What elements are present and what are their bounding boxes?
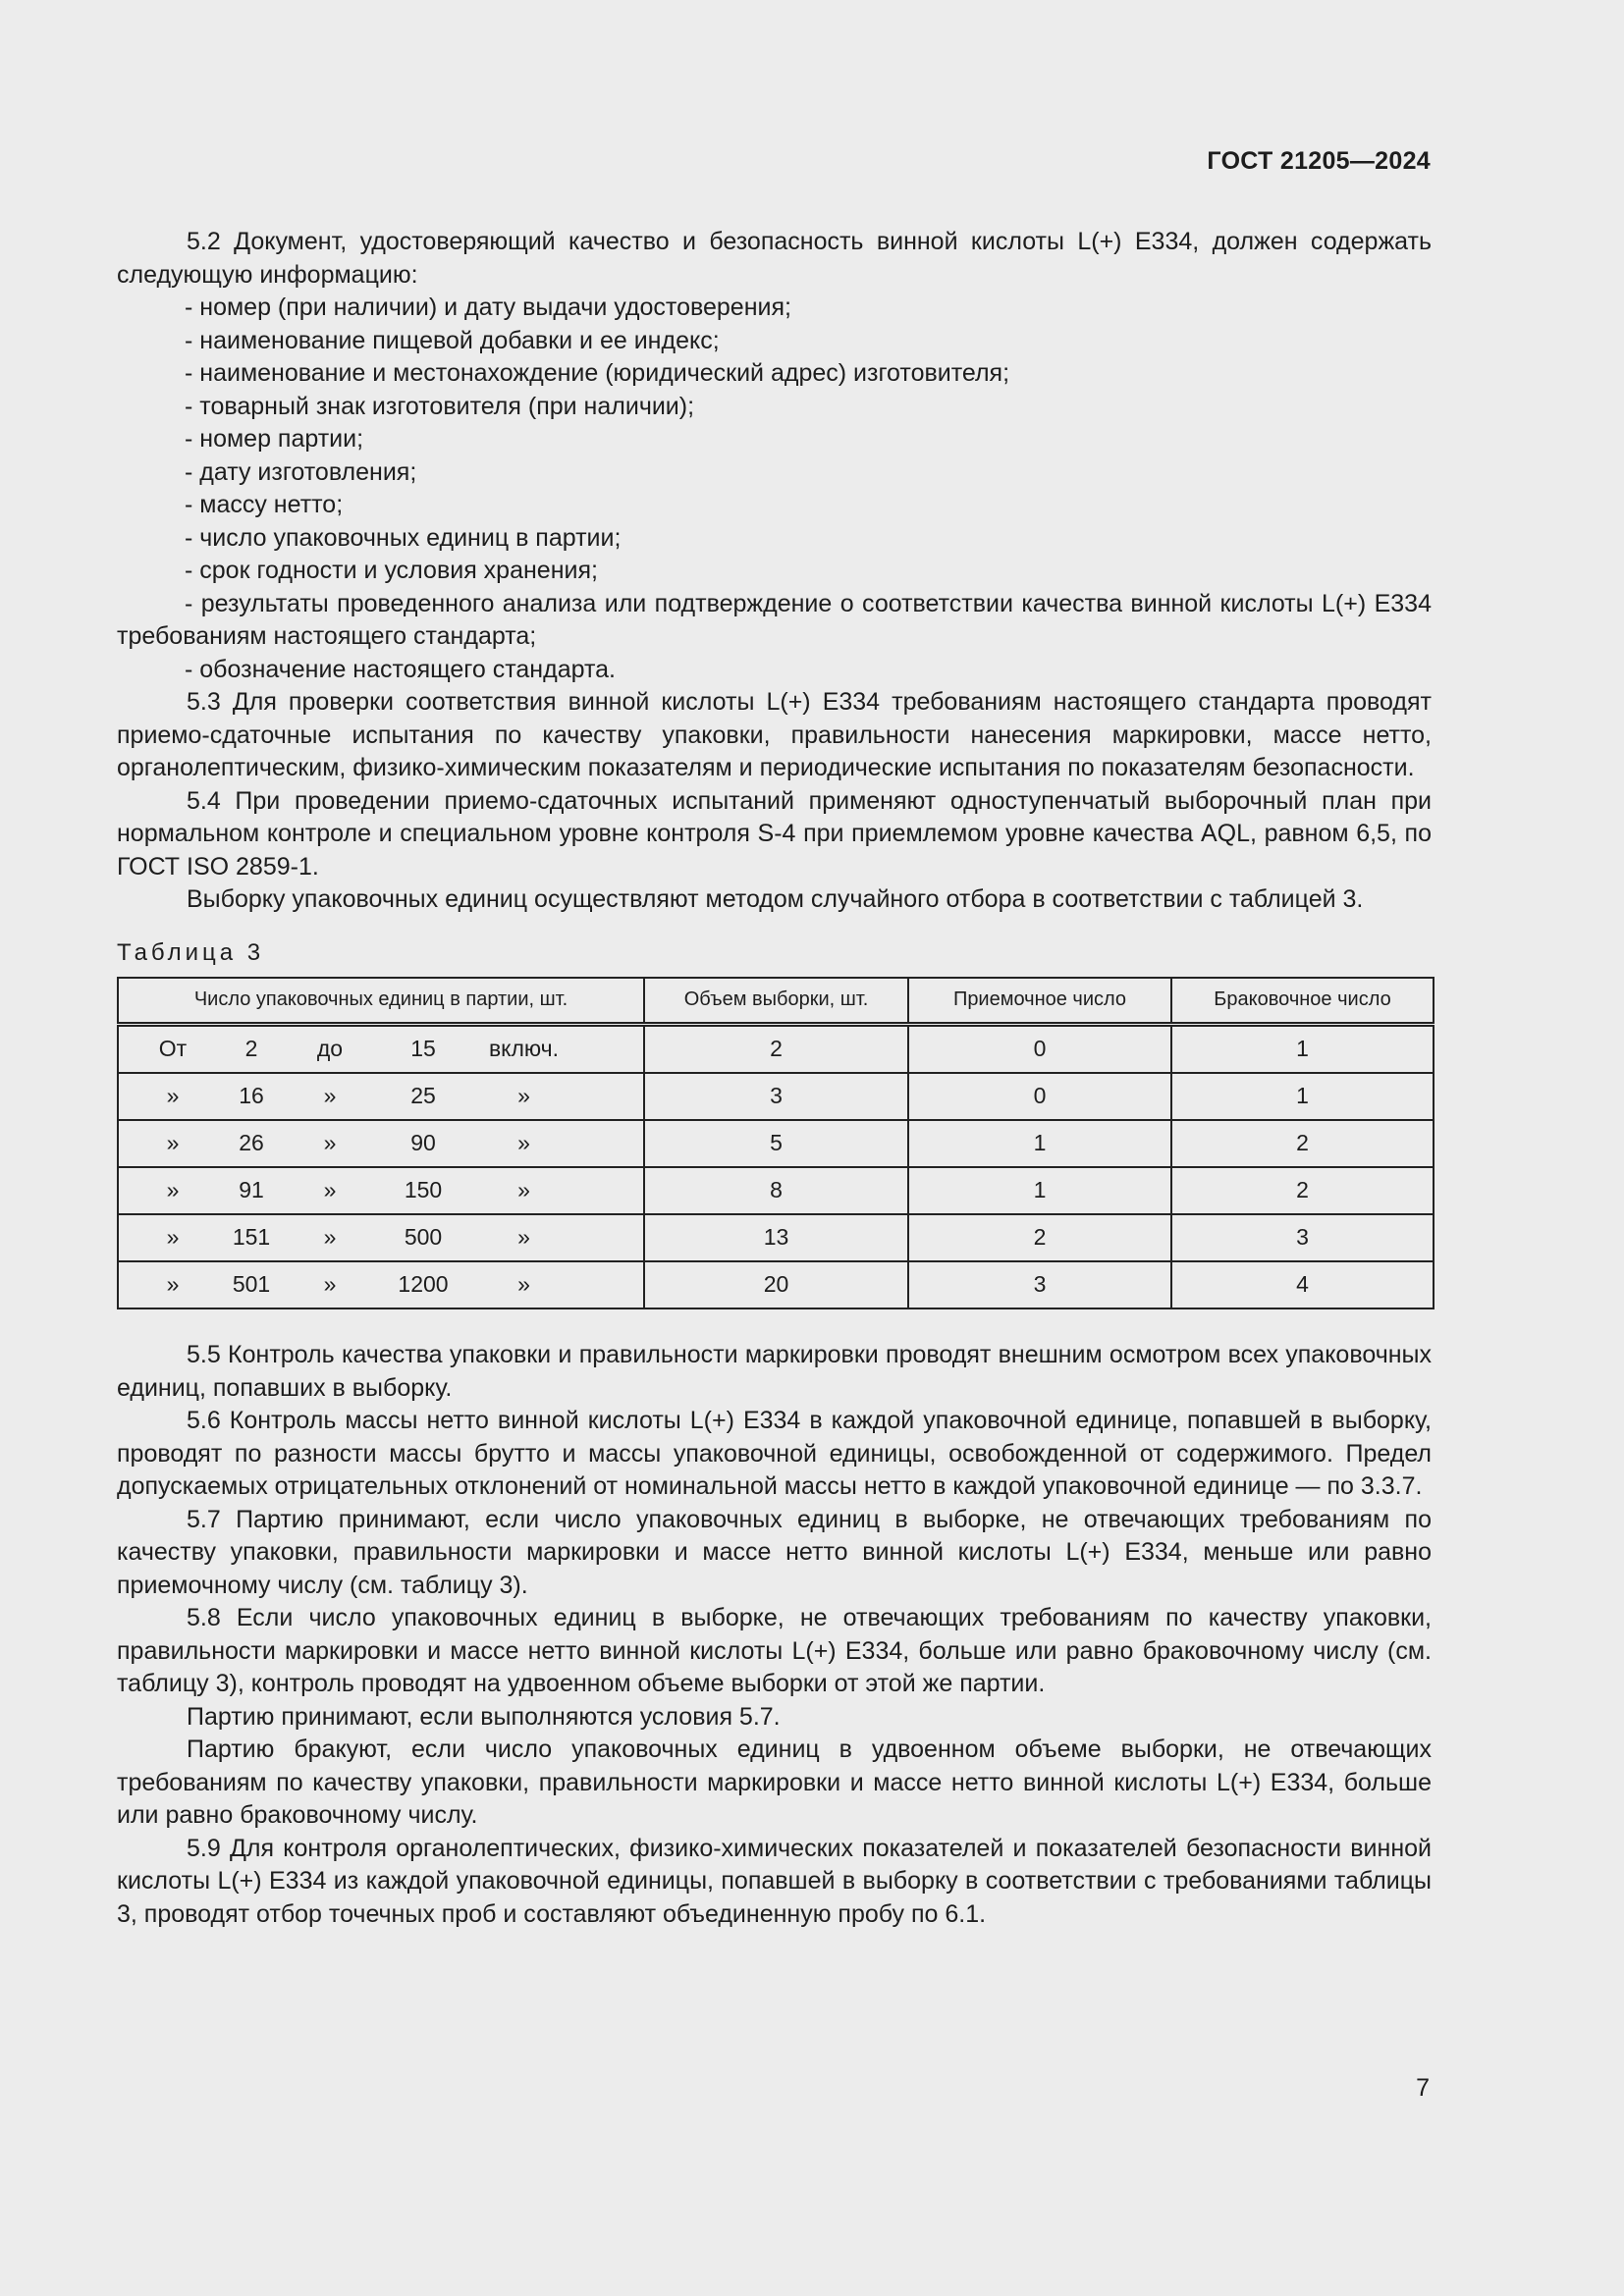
range-suffix: » [517, 1130, 530, 1156]
table-row [118, 1025, 1434, 1074]
range-separator: » [323, 1083, 337, 1109]
acceptance-number-cell: 1 [908, 1120, 1171, 1167]
range-prefix: » [166, 1224, 180, 1251]
range-prefix: » [166, 1083, 180, 1109]
paragraph-5-2: 5.2 Документ, удостоверяющий качество и безопасность винной кислоты L(+) Е334, должен содержать следующую информацию: [117, 228, 1432, 289]
list-item: - срок годности и условия хранения; [185, 557, 598, 584]
table-row [118, 1261, 1434, 1308]
range-separator: » [323, 1130, 337, 1156]
paragraph-5-3: 5.3 Для проверки соответствия винной кислоты L(+) Е334 требованиям настоящего стандарта проводят приемо-сдаточные испытания по качеству упаковки, правильности нанесения маркировки, массе нетто, органолептическим, физико-химическим показателям и периодические испытания по показателям безопасности. [117, 688, 1432, 781]
sample-size-cell: 2 [644, 1025, 908, 1074]
range-suffix: » [517, 1083, 530, 1109]
standard-designation: ГОСТ 21205—2024 [1207, 147, 1431, 175]
acceptance-number-cell: 1 [908, 1167, 1171, 1214]
list-item: - дату изготовления; [185, 457, 417, 486]
range-separator: до [316, 1036, 344, 1062]
range-suffix: » [517, 1177, 530, 1203]
sample-size-cell: 3 [644, 1073, 908, 1120]
column-header: Приемочное число [908, 978, 1171, 1025]
lot-size-cell [118, 1261, 644, 1308]
table-header-row [118, 978, 1434, 1025]
rejection-number-cell: 2 [1171, 1120, 1434, 1167]
range-start: 26 [239, 1130, 264, 1156]
list-item: - наименование пищевой добавки и ее индекс; [185, 326, 720, 354]
paragraph-5-8-reject: Партию бракуют, если число упаковочных единиц в удвоенном объеме выборки, не отвечающих требованиям по качеству упаковки, правильности маркировки и массе нетто винной кислоты L(+) Е334, больше или равно браковочному числу. [117, 1735, 1432, 1829]
column-header: Число упаковочных единиц в партии, шт. [118, 978, 644, 1025]
sample-size-cell: 5 [644, 1120, 908, 1167]
table-caption: Таблица 3 [117, 938, 265, 966]
table-row [118, 1120, 1434, 1167]
range-prefix: » [166, 1271, 180, 1298]
list-item: - число упаковочных единиц в партии; [185, 523, 622, 552]
sample-size-cell: 8 [644, 1167, 908, 1214]
table-row [118, 1214, 1434, 1261]
lot-size-cell [118, 1120, 644, 1167]
list-item: - товарный знак изготовителя (при наличии); [185, 392, 695, 420]
range-suffix: включ. [488, 1036, 560, 1062]
table-3 [117, 977, 1435, 1309]
paragraph-5-6: 5.6 Контроль массы нетто винной кислоты L(+) Е334 в каждой упаковочной единице, попавшей в выборку, проводят по разности массы брутто и массы упаковочной единицы, освобожденной от содержимого. Предел допускаемых отрицательных отклонений от номинальной массы нетто в каждой упаковочной единице — по 3.3.7. [117, 1407, 1432, 1500]
range-suffix: » [517, 1224, 530, 1251]
range-end: 1200 [398, 1271, 449, 1298]
list-item: - номер партии; [185, 425, 364, 453]
range-end: 25 [410, 1083, 436, 1109]
table-row [118, 1167, 1434, 1214]
acceptance-number-cell: 3 [908, 1261, 1171, 1308]
range-prefix: От [158, 1036, 188, 1062]
range-start: 16 [239, 1083, 264, 1109]
paragraph-5-8: 5.8 Если число упаковочных единиц в выборке, не отвечающих требованиям по качеству упаковки, правильности маркировки и массе нетто винной кислоты L(+) Е334, больше или равно браковочному числу (см. таблицу 3), контроль проводят на удвоенном объеме выборки от этой же партии. [117, 1604, 1432, 1697]
table-row [118, 1073, 1434, 1120]
page-number: 7 [1416, 2074, 1430, 2102]
paragraph-5-9: 5.9 Для контроля органолептических, физико-химических показателей и показателей безопасности винной кислоты L(+) Е334 из каждой упаковочной единицы, попавшей в выборку в соответствии с требованиями таблицы 3, проводят отбор точечных проб и составляют объединенную пробу по 6.1. [117, 1834, 1432, 1928]
range-suffix: » [517, 1271, 530, 1298]
list-item: - наименование и местонахождение (юридический адрес) изготовителя; [185, 359, 1010, 387]
paragraph-5-4: 5.4 При проведении приемо-сдаточных испытаний применяют одноступенчатый выборочный план при нормальном контроле и специальном уровне контроля S-4 при приемлемом уровне качества AQL, равном 6,5, по ГОСТ ISO 2859-1. [117, 786, 1432, 881]
paragraph-5-4-sampling: Выборку упаковочных единиц осуществляют методом случайного отбора в соответствии с таблицей 3. [187, 885, 1364, 913]
list-item: - номер (при наличии) и дату выдачи удостоверения; [185, 294, 791, 321]
list-item: - обозначение настоящего стандарта. [185, 655, 616, 683]
range-prefix: » [166, 1130, 180, 1156]
range-end: 15 [410, 1036, 436, 1062]
rejection-number-cell: 2 [1171, 1167, 1434, 1214]
rejection-number-cell: 4 [1171, 1261, 1434, 1308]
range-start: 2 [244, 1036, 258, 1062]
paragraph-5-8-accept: Партию принимают, если выполняются условия 5.7. [187, 1702, 781, 1731]
lot-size-cell [118, 1214, 644, 1261]
range-separator: » [323, 1271, 337, 1298]
paragraph-5-7: 5.7 Партию принимают, если число упаковочных единиц в выборке, не отвечающих требованиям по качеству упаковки, правильности маркировки и массе нетто винной кислоты L(+) Е334, меньше или равно приемочному числу (см. таблицу 3). [117, 1505, 1432, 1599]
list-item: - массу нетто; [185, 491, 344, 518]
acceptance-number-cell: 0 [908, 1073, 1171, 1120]
rejection-number-cell: 3 [1171, 1214, 1434, 1261]
range-prefix: » [166, 1177, 180, 1203]
acceptance-number-cell: 2 [908, 1214, 1171, 1261]
acceptance-number-cell: 0 [908, 1025, 1171, 1074]
range-end: 150 [404, 1177, 443, 1203]
column-header: Браковочное число [1171, 978, 1434, 1025]
lot-size-cell [118, 1025, 644, 1074]
range-start: 501 [232, 1271, 271, 1298]
range-start: 151 [232, 1224, 271, 1251]
range-separator: » [323, 1224, 337, 1251]
range-separator: » [323, 1177, 337, 1203]
lot-size-cell [118, 1073, 644, 1120]
paragraph-5-5: 5.5 Контроль качества упаковки и правильности маркировки проводят внешним осмотром всех упаковочных единиц, попавших в выборку. [117, 1341, 1432, 1402]
sample-size-cell: 13 [644, 1214, 908, 1261]
list-item: - результаты проведенного анализа или подтверждение о соответствии качества винной кислоты L(+) Е334 требованиям настоящего стандарта; [117, 589, 1432, 650]
column-header: Объем выборки, шт. [644, 978, 908, 1025]
range-end: 500 [404, 1224, 443, 1251]
range-end: 90 [410, 1130, 436, 1156]
range-start: 91 [239, 1177, 264, 1203]
document-body [117, 226, 1432, 1931]
rejection-number-cell: 1 [1171, 1025, 1434, 1074]
lot-size-cell [118, 1167, 644, 1214]
rejection-number-cell: 1 [1171, 1073, 1434, 1120]
sample-size-cell: 20 [644, 1261, 908, 1308]
